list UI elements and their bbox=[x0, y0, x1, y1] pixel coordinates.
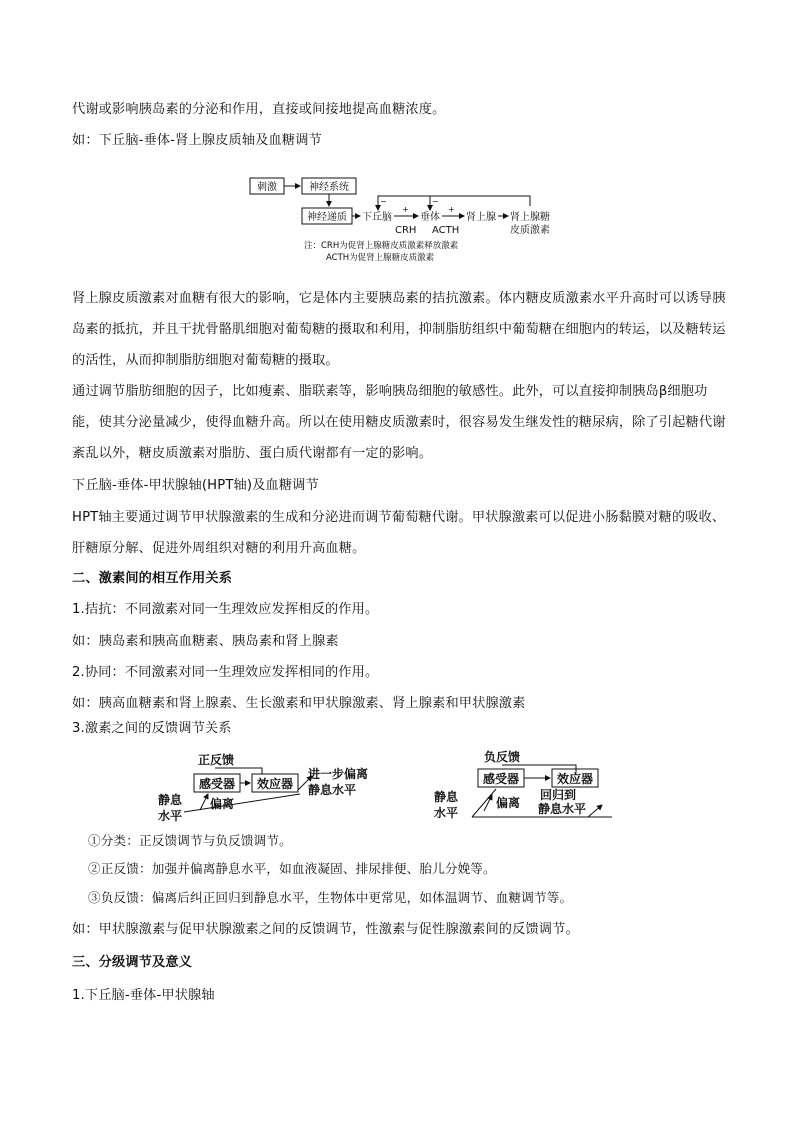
paragraph-hpt-axis: HPT轴主要通过调节甲状腺激素的生成和分泌进而调节葡萄糖代谢。甲状腺激素可以促进小肠黏膜对糖的吸收、肝糖原分解、促进外周组织对糖的利用升高血糖。 bbox=[72, 510, 726, 556]
neurotransmitter-label: 神经递质 bbox=[307, 212, 347, 223]
paragraph-negative-feedback: ③负反馈：偏离后纠正回归到静息水平，生物体中更常见，如体温调节、血糖调节等。 bbox=[88, 890, 573, 905]
paragraph-classification: ①分类：正反馈调节与负反馈调节。 bbox=[88, 833, 292, 848]
receptor-label-1: 感受器 bbox=[198, 777, 236, 791]
receptor-label-2: 感受器 bbox=[482, 772, 520, 786]
paragraph-fat-cell-factors: 通过调节脂肪细胞的因子，比如瘦素、脂联素等，影响胰岛细胞的敏感性。此外，可以直接抑制胰岛β细胞功能，使其分泌量减少，使得血糖升高。所以在使用糖皮质激素时，很容易发生继发性的糖尿病，除了引起糖代谢紊乱以外，糖皮质激素对脂肪、蛋白质代谢都有一定的影响。 bbox=[72, 384, 726, 461]
stimulus-label: 刺激 bbox=[257, 182, 277, 193]
paragraph-feedback-heading: 3.激素之间的反馈调节关系 bbox=[72, 721, 232, 736]
deviate-further-label-1: 进一步偏离 bbox=[308, 767, 369, 781]
rest-label-2b: 水平 bbox=[434, 806, 459, 820]
crh-label: CRH bbox=[395, 225, 417, 236]
deviation-label-2: 偏离 bbox=[496, 796, 521, 810]
rest-label-1b: 水平 bbox=[158, 809, 183, 822]
positive-feedback-diagram bbox=[150, 750, 390, 822]
paragraph-example-hpa: 如：下丘脑-垂体-肾上腺皮质轴及血糖调节 bbox=[72, 133, 322, 148]
paragraph-feedback-example: 如：甲状腺激素与促甲状腺激素之间的反馈调节，性激素与促性腺激素间的反馈调节。 bbox=[72, 922, 579, 937]
paragraph-hpt-axis-heading: 1.下丘脑-垂体-甲状腺轴 bbox=[72, 988, 215, 1003]
rest-label-1a: 静息 bbox=[158, 793, 183, 807]
positive-feedback-label: 正反馈 bbox=[198, 753, 235, 767]
return-label-1: 回归到 bbox=[540, 788, 577, 802]
minus-sign-2: − bbox=[432, 197, 439, 206]
rest-label-2a: 静息 bbox=[434, 790, 459, 804]
acth-label: ACTH bbox=[432, 225, 460, 236]
nervous-system-label: 神经系统 bbox=[309, 182, 349, 193]
paragraph-antagonism-example: 如：胰岛素和胰高血糖素、胰岛素和肾上腺素 bbox=[72, 634, 339, 649]
adrenal-cortex-label-1: 肾上腺糖 bbox=[510, 212, 550, 223]
effector-label-1: 效应器 bbox=[256, 777, 294, 791]
paragraph-example-hpt: 下丘脑-垂体-甲状腺轴(HPT轴)及血糖调节 bbox=[72, 478, 319, 493]
paragraph-synergy: 2.协同：不同激素对同一生理效应发挥相同的作用。 bbox=[72, 665, 379, 680]
adrenal-label: 肾上腺 bbox=[466, 212, 496, 223]
deviate-further-label-2: 静息水平 bbox=[308, 783, 357, 797]
negative-feedback-label: 负反馈 bbox=[484, 750, 521, 764]
section-heading-hierarchical: 三、分级调节及意义 bbox=[72, 955, 193, 970]
note-line-1: 注：CRH为促肾上腺糖皮质激素释放激素 bbox=[304, 241, 459, 251]
plus-sign-1: + bbox=[402, 205, 409, 214]
paragraph-antagonism: 1.拮抗：不同激素对同一生理效应发挥相反的作用。 bbox=[72, 602, 379, 617]
paragraph-adrenal-cortex: 肾上腺皮质激素对血糖有很大的影响，它是体内主要胰岛素的拮抗激素。体内糖皮质激素水平升高时可以诱导胰岛素的抵抗，并且干扰骨骼肌细胞对葡萄糖的摄取和利用，抑制脂肪组织中葡萄糖在细胞内的转运，以及糖转运的活性，从而抑制脂肪细胞对葡萄糖的摄取。 bbox=[72, 291, 726, 368]
section-heading-interaction: 二、激素间的相互作用关系 bbox=[72, 571, 233, 586]
deviation-label-1: 偏离 bbox=[210, 797, 235, 811]
paragraph-intro-continued: 代谢或影响胰岛素的分泌和作用，直接或间接地提高血糖浓度。 bbox=[72, 102, 446, 117]
note-line-2: ACTH为促肾上腺糖皮质激素 bbox=[326, 253, 435, 263]
effector-label-2: 效应器 bbox=[556, 772, 594, 786]
pituitary-label: 垂体 bbox=[420, 212, 440, 223]
adrenal-cortex-label-2: 皮质激素 bbox=[510, 225, 550, 236]
minus-sign-1: − bbox=[380, 197, 387, 206]
paragraph-synergy-example: 如：胰高血糖素和肾上腺素、生长激素和甲状腺激素、肾上腺素和甲状腺激素 bbox=[72, 696, 526, 711]
plus-sign-2: + bbox=[448, 205, 455, 214]
hypothalamus-label: 下丘脑 bbox=[362, 212, 392, 223]
negative-feedback-diagram bbox=[430, 745, 630, 823]
paragraph-positive-feedback: ②正反馈：加强并偏离静息水平，如血液凝固、排尿排便、胎儿分娩等。 bbox=[88, 861, 496, 876]
hpa-axis-diagram bbox=[240, 168, 560, 268]
return-label-2: 静息水平 bbox=[538, 802, 587, 816]
